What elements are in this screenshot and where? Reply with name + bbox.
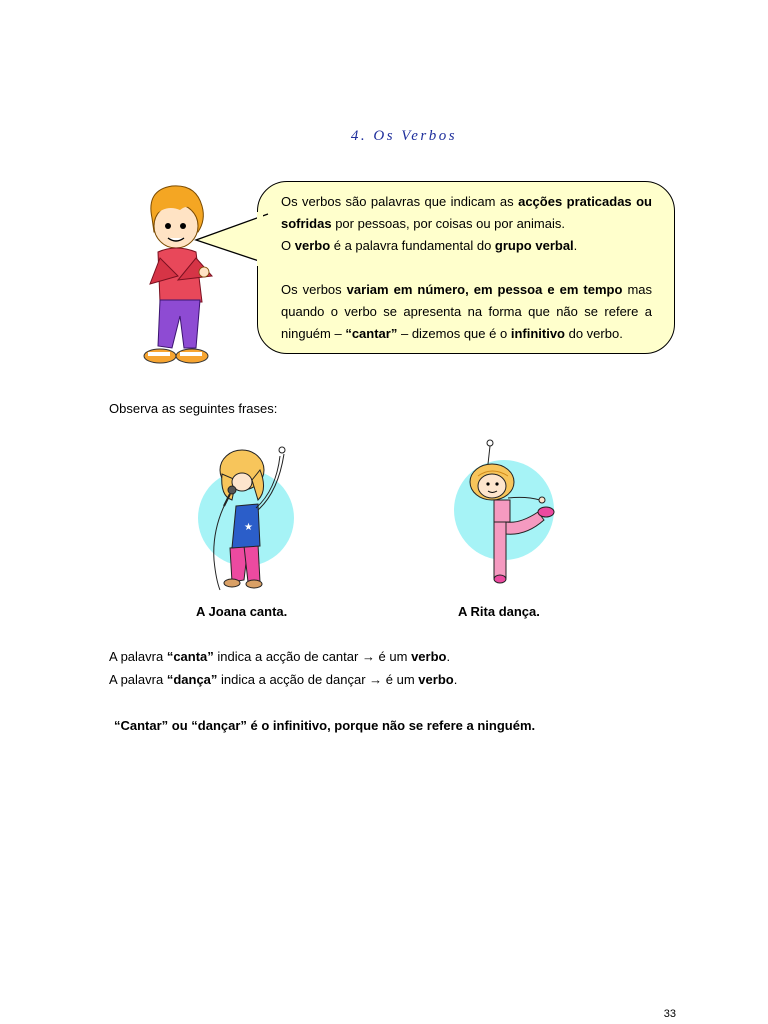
bubble-paragraph-2 [281,235,652,257]
bold-text: “dança” [166,672,218,687]
boy-illustration [130,180,220,370]
bold-text: verbo [418,672,454,687]
page-number: 33 [663,1008,676,1020]
svg-text:★: ★ [244,522,253,533]
bold-text: infinitivo [510,326,565,341]
text: O [281,238,295,253]
bold-text: verbo [294,238,331,253]
rita-dancing-illustration [454,440,554,583]
bubble-paragraph-1 [281,191,652,235]
text: . [446,649,451,664]
text: por pessoas, por coisas ou por animais. [331,216,565,231]
text: indica a acção de cantar → é um [213,649,412,664]
joana-singing-illustration [192,440,302,592]
text: mas quando o verbo se apresenta na forma que não se refere a ninguém – [281,282,653,341]
text: A palavra [109,672,167,687]
text: indica a acção de dançar → é um [217,672,419,687]
text: A palavra [109,649,167,664]
text: é a palavra fundamental do [330,238,495,253]
text: Os verbos [281,282,347,297]
bold-text: variam em número, em pessoa e em tempo [346,282,623,297]
sentence-danca [109,672,457,687]
speech-bubble [257,181,675,354]
page-title: 4. Os Verbos [350,128,458,144]
bubble-paragraph-3 [281,279,652,345]
caption-rita: A Rita dança. [458,604,540,619]
sentence-canta [109,649,450,664]
intro-text: Observa as seguintes frases: [109,401,278,416]
caption-joana: A Joana canta. [196,604,288,619]
bold-text: grupo verbal [494,238,574,253]
bold-text: verbo [411,649,447,664]
text: – dizemos que é o [397,326,511,341]
bold-text: acções praticadas ou sofridas [281,194,652,231]
bold-text: “cantar” [345,326,398,341]
text: . [573,238,578,253]
text: Os verbos são palavras que indicam as [281,194,519,209]
bold-text: “canta” [166,649,214,664]
text: . [453,672,458,687]
text: do verbo. [565,326,623,341]
conclusion-text: “Cantar” ou “dançar” é o infinitivo, porque não se refere a ninguém. [114,718,536,733]
